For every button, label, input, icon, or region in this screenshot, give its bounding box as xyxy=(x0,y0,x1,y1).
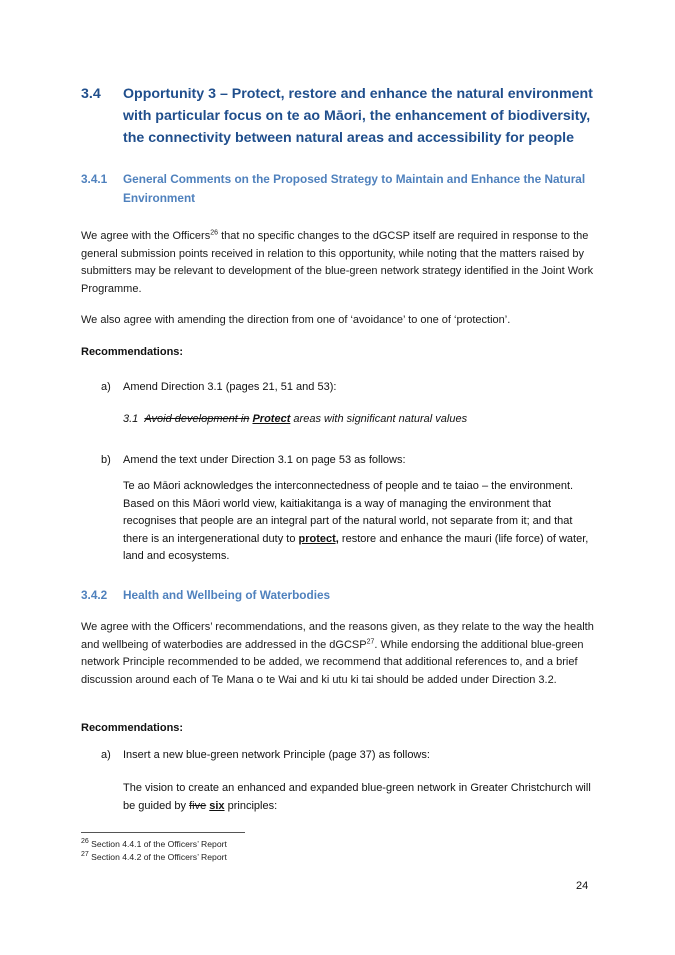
recommendation-a-text: Amend Direction 3.1 (pages 21, 51 and 53): xyxy=(123,381,337,393)
direction-amendment xyxy=(123,411,598,429)
footnote-text: Section 4.4.2 of the Officers’ Report xyxy=(88,852,227,862)
subsection-number-1: 3.4.1 xyxy=(81,172,108,186)
footnote-27 xyxy=(81,851,227,863)
paragraph-text: We agree with the Officers’ recommendations, and the reasons given, as they relate to the way the health and wellbeing of waterbodies are addressed in the dGCSP xyxy=(81,621,594,651)
paragraph-text: that no specific changes to the dGCSP itself are required in response to the general submission points received in relation to this opportunity, while noting that the matters raised by submitters may be relevant to development of the blue-green network strategy identified in the Joint Work Programme. xyxy=(81,230,594,295)
subsection-title-2: Health and Wellbeing of Waterbodies xyxy=(123,588,331,602)
list-label-a-2: a) xyxy=(101,749,111,761)
footnote-26 xyxy=(81,838,227,850)
section-number: 3.4 xyxy=(81,86,101,102)
deleted-text: five xyxy=(189,799,207,812)
recommendations-heading: Recommendations: xyxy=(81,346,184,358)
page-number: 24 xyxy=(576,880,589,892)
quote-text: restore and enhance the mauri (life force) of water, land and ecosystems. xyxy=(123,532,589,563)
paragraph-waterbodies xyxy=(81,619,596,689)
footnote-text: Section 4.4.1 of the Officers’ Report xyxy=(88,839,227,849)
quote-text: Te ao Māori acknowledges the interconnectedness of people and te taiao – the environment. Based on this Māori world view, kaitiakitanga is a way of managing the environment that recognises that people are an integral part of the natural world, not separate from it; and that there is an intergenerational duty to xyxy=(123,480,574,545)
te-ao-maori-quote xyxy=(123,478,598,566)
recommendation-a-text-2: Insert a new blue-green network Principle (page 37) as follows: xyxy=(123,749,430,761)
paragraph-avoidance-protection: We also agree with amending the direction from one of ‘avoidance’ to one of ‘protection’. xyxy=(81,314,511,326)
inserted-text: six xyxy=(209,799,225,812)
inserted-text: Protect xyxy=(252,413,291,425)
subsection-number-2: 3.4.2 xyxy=(81,588,108,602)
paragraph-text: . While endorsing the additional blue-green network Principle recommended to be added, we recommend that additional references to, and a brief discussion around each of Te Mana o te Wai and ki utu ki tai should be added under Direction 3.2. xyxy=(81,638,584,686)
subsection-title-1: General Comments on the Proposed Strategy to Maintain and Enhance the Natural Environment xyxy=(123,172,586,205)
list-label-a: a) xyxy=(101,381,111,393)
footnote-number: 27 xyxy=(81,851,89,859)
paragraph-text: We agree with the Officers xyxy=(81,230,211,242)
recommendations-heading-2: Recommendations: xyxy=(81,722,184,734)
deleted-text: Avoid development in xyxy=(144,413,250,425)
list-label-b: b) xyxy=(101,454,111,466)
footnote-ref-26[interactable]: 26 xyxy=(210,229,219,237)
quote-text: The vision to create an enhanced and expanded blue-green network in Greater Christchurch will be guided by xyxy=(123,782,591,812)
recommendation-b-text: Amend the text under Direction 3.1 on page 53 as follows: xyxy=(123,454,406,466)
inserted-text: protect, xyxy=(298,532,339,545)
direction-number: 3.1 xyxy=(123,413,139,425)
quote-text: principles: xyxy=(224,799,278,812)
blue-green-principle-quote xyxy=(123,780,598,815)
paragraph-officers-agreement xyxy=(81,228,596,298)
footnote-ref-27[interactable]: 27 xyxy=(366,637,375,645)
footnote-number: 26 xyxy=(81,838,89,846)
section-title: Opportunity 3 – Protect, restore and enhance the natural environment with particular focus on te ao Māori, the enhancement of biodiversity, the connectivity between natural areas and accessibility for people xyxy=(123,86,593,146)
footnote-separator xyxy=(81,832,245,833)
direction-text: areas with significant natural values xyxy=(290,413,468,425)
